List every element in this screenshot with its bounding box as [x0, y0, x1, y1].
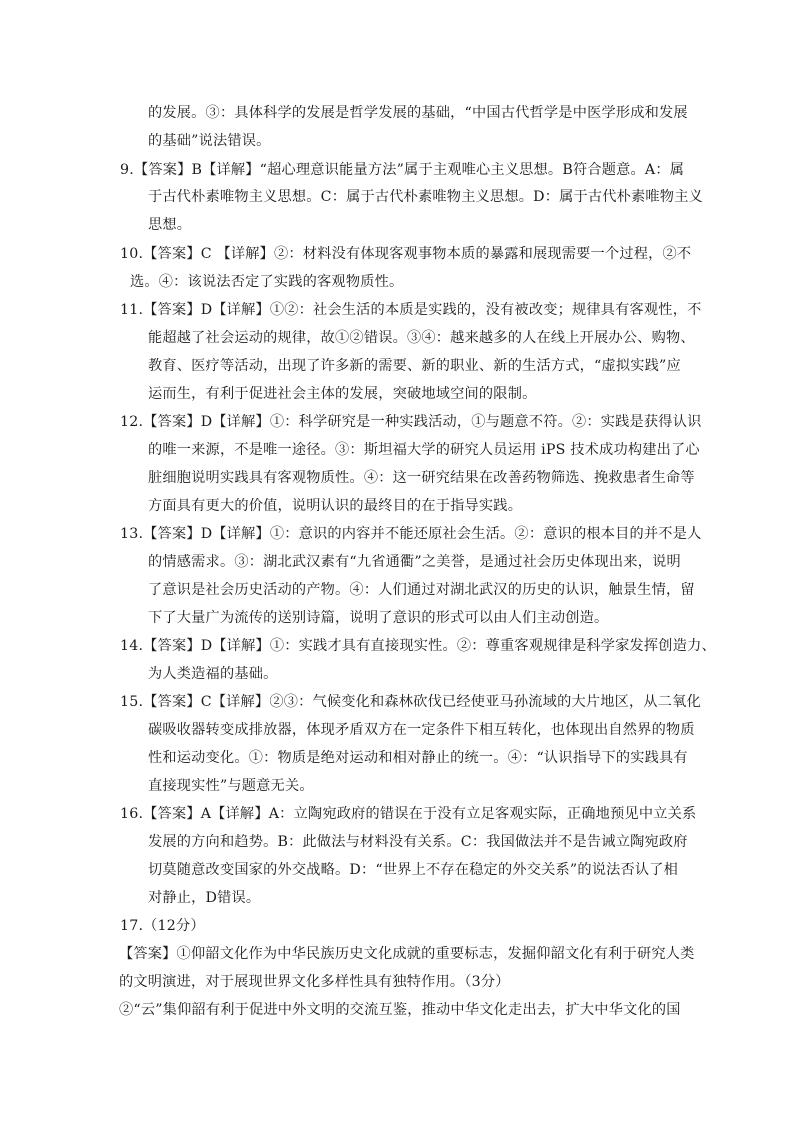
text-line: 14.【答案】D【详解】①：实践才具有直接现实性。②：尊重客观规律是科学家发挥创造力、 — [120, 638, 716, 654]
text-line: 15.【答案】C【详解】②③：气候变化和森林砍伐已经使亚马孙流域的大片地区，从二氧化 — [120, 694, 701, 710]
text-line: 【答案】①仰韶文化作为中华民族历史文化成就的重要标志，发掘仰韶文化有利于研究人类 — [119, 946, 695, 962]
text-line: 17.（12分） — [120, 918, 205, 934]
text-line: 的情感需求。③：湖北武汉素有“九省通衢”之美誉，是通过社会历史体现出来，说明 — [148, 554, 681, 570]
text-line: 碳吸收器转变成排放器，体现矛盾双方在一定条件下相互转化，也体现出自然界的物质 — [148, 722, 695, 738]
text-line: 16.【答案】A【详解】A：立陶宛政府的错误在于没有立足客观实际，正确地预见中立关系 — [120, 806, 697, 822]
text-line: 方面具有更大的价值，说明认识的最终目的在于指导实践。 — [148, 498, 523, 514]
text-line: 切莫随意改变国家的外交战略。D：“世界上不存在稳定的外交关系”的说法否认了相 — [148, 862, 679, 878]
text-line: 脏细胞说明实践具有客观物质性。④：这一研究结果在改善药物筛选、挽救患者生命等 — [148, 470, 695, 486]
text-line: 的文明演进，对于展现世界文化多样性具有独特作用。（3分） — [119, 974, 510, 990]
text-line: 运而生，有利于促进社会主体的发展，突破地域空间的限制。 — [148, 386, 537, 402]
text-line: 能超越了社会运动的规律，故①②错误。③④：越来越多的人在线上开展办公、购物、 — [148, 330, 695, 346]
text-line: ②“云”集仰韶有利于促进中外文明的交流互鉴，推动中华文化走出去，扩大中华文化的国 — [119, 1002, 681, 1018]
text-line: 10.【答案】C 【详解】②：材料没有体现客观事物本质的暴露和展现需要一个过程，②不 — [120, 246, 692, 262]
text-line: 的基础”说法错误。 — [148, 133, 271, 149]
text-line: 教育、医疗等活动，出现了许多新的需要、新的职业、新的生活方式，“虚拟实践”应 — [148, 358, 681, 374]
text-line: 12.【答案】D【详解】①：科学研究是一种实践活动，①与题意不符。②：实践是获得认识 — [120, 414, 702, 430]
text-line: 的发展。③：具体科学的发展是哲学发展的基础，“中国古代哲学是中医学形成和发展 — [148, 105, 688, 121]
text-line: 思想。 — [148, 217, 192, 233]
text-line: 9.【答案】B【详解】“超心理意识能量方法”属于主观唯心主义思想。B符合题意。A：属 — [120, 162, 685, 178]
text-line: 了意识是社会历史活动的产物。④：人们通过对湖北武汉的历史的认识，触景生情，留 — [148, 582, 695, 598]
text-line: 的唯一来源，不是唯一途径。③：斯坦福大学的研究人员运用 iPS 技术成功构建出了心 — [148, 442, 700, 458]
text-line: 于古代朴素唯物主义思想。C：属于古代朴素唯物主义思想。D：属于古代朴素唯物主义 — [148, 189, 703, 205]
text-line: 为人类造福的基础。 — [148, 666, 278, 682]
text-line: 直接现实性”与题意无关。 — [148, 778, 314, 794]
text-line: 对静止，D错误。 — [148, 890, 261, 906]
text-line: 下了大量广为流传的送别诗篇，说明了意识的形式可以由人们主动创造。 — [148, 610, 609, 626]
text-line: 发展的方向和趋势。B：此做法与材料没有关系。C：我国做法并不是告诫立陶宛政府 — [148, 834, 688, 850]
text-line: 选。④：该说法否定了实践的客观物质性。 — [130, 274, 404, 290]
text-line: 11.【答案】D【详解】①②：社会生活的本质是实践的，没有被改变；规律具有客观性，不 — [120, 302, 702, 318]
text-line: 性和运动变化。①：物质是绝对运动和相对静止的统一。④：“认识指导下的实践具有 — [148, 750, 688, 766]
text-line: 13.【答案】D【详解】①：意识的内容并不能还原社会生活。②：意识的根本目的并不是人 — [120, 526, 702, 542]
